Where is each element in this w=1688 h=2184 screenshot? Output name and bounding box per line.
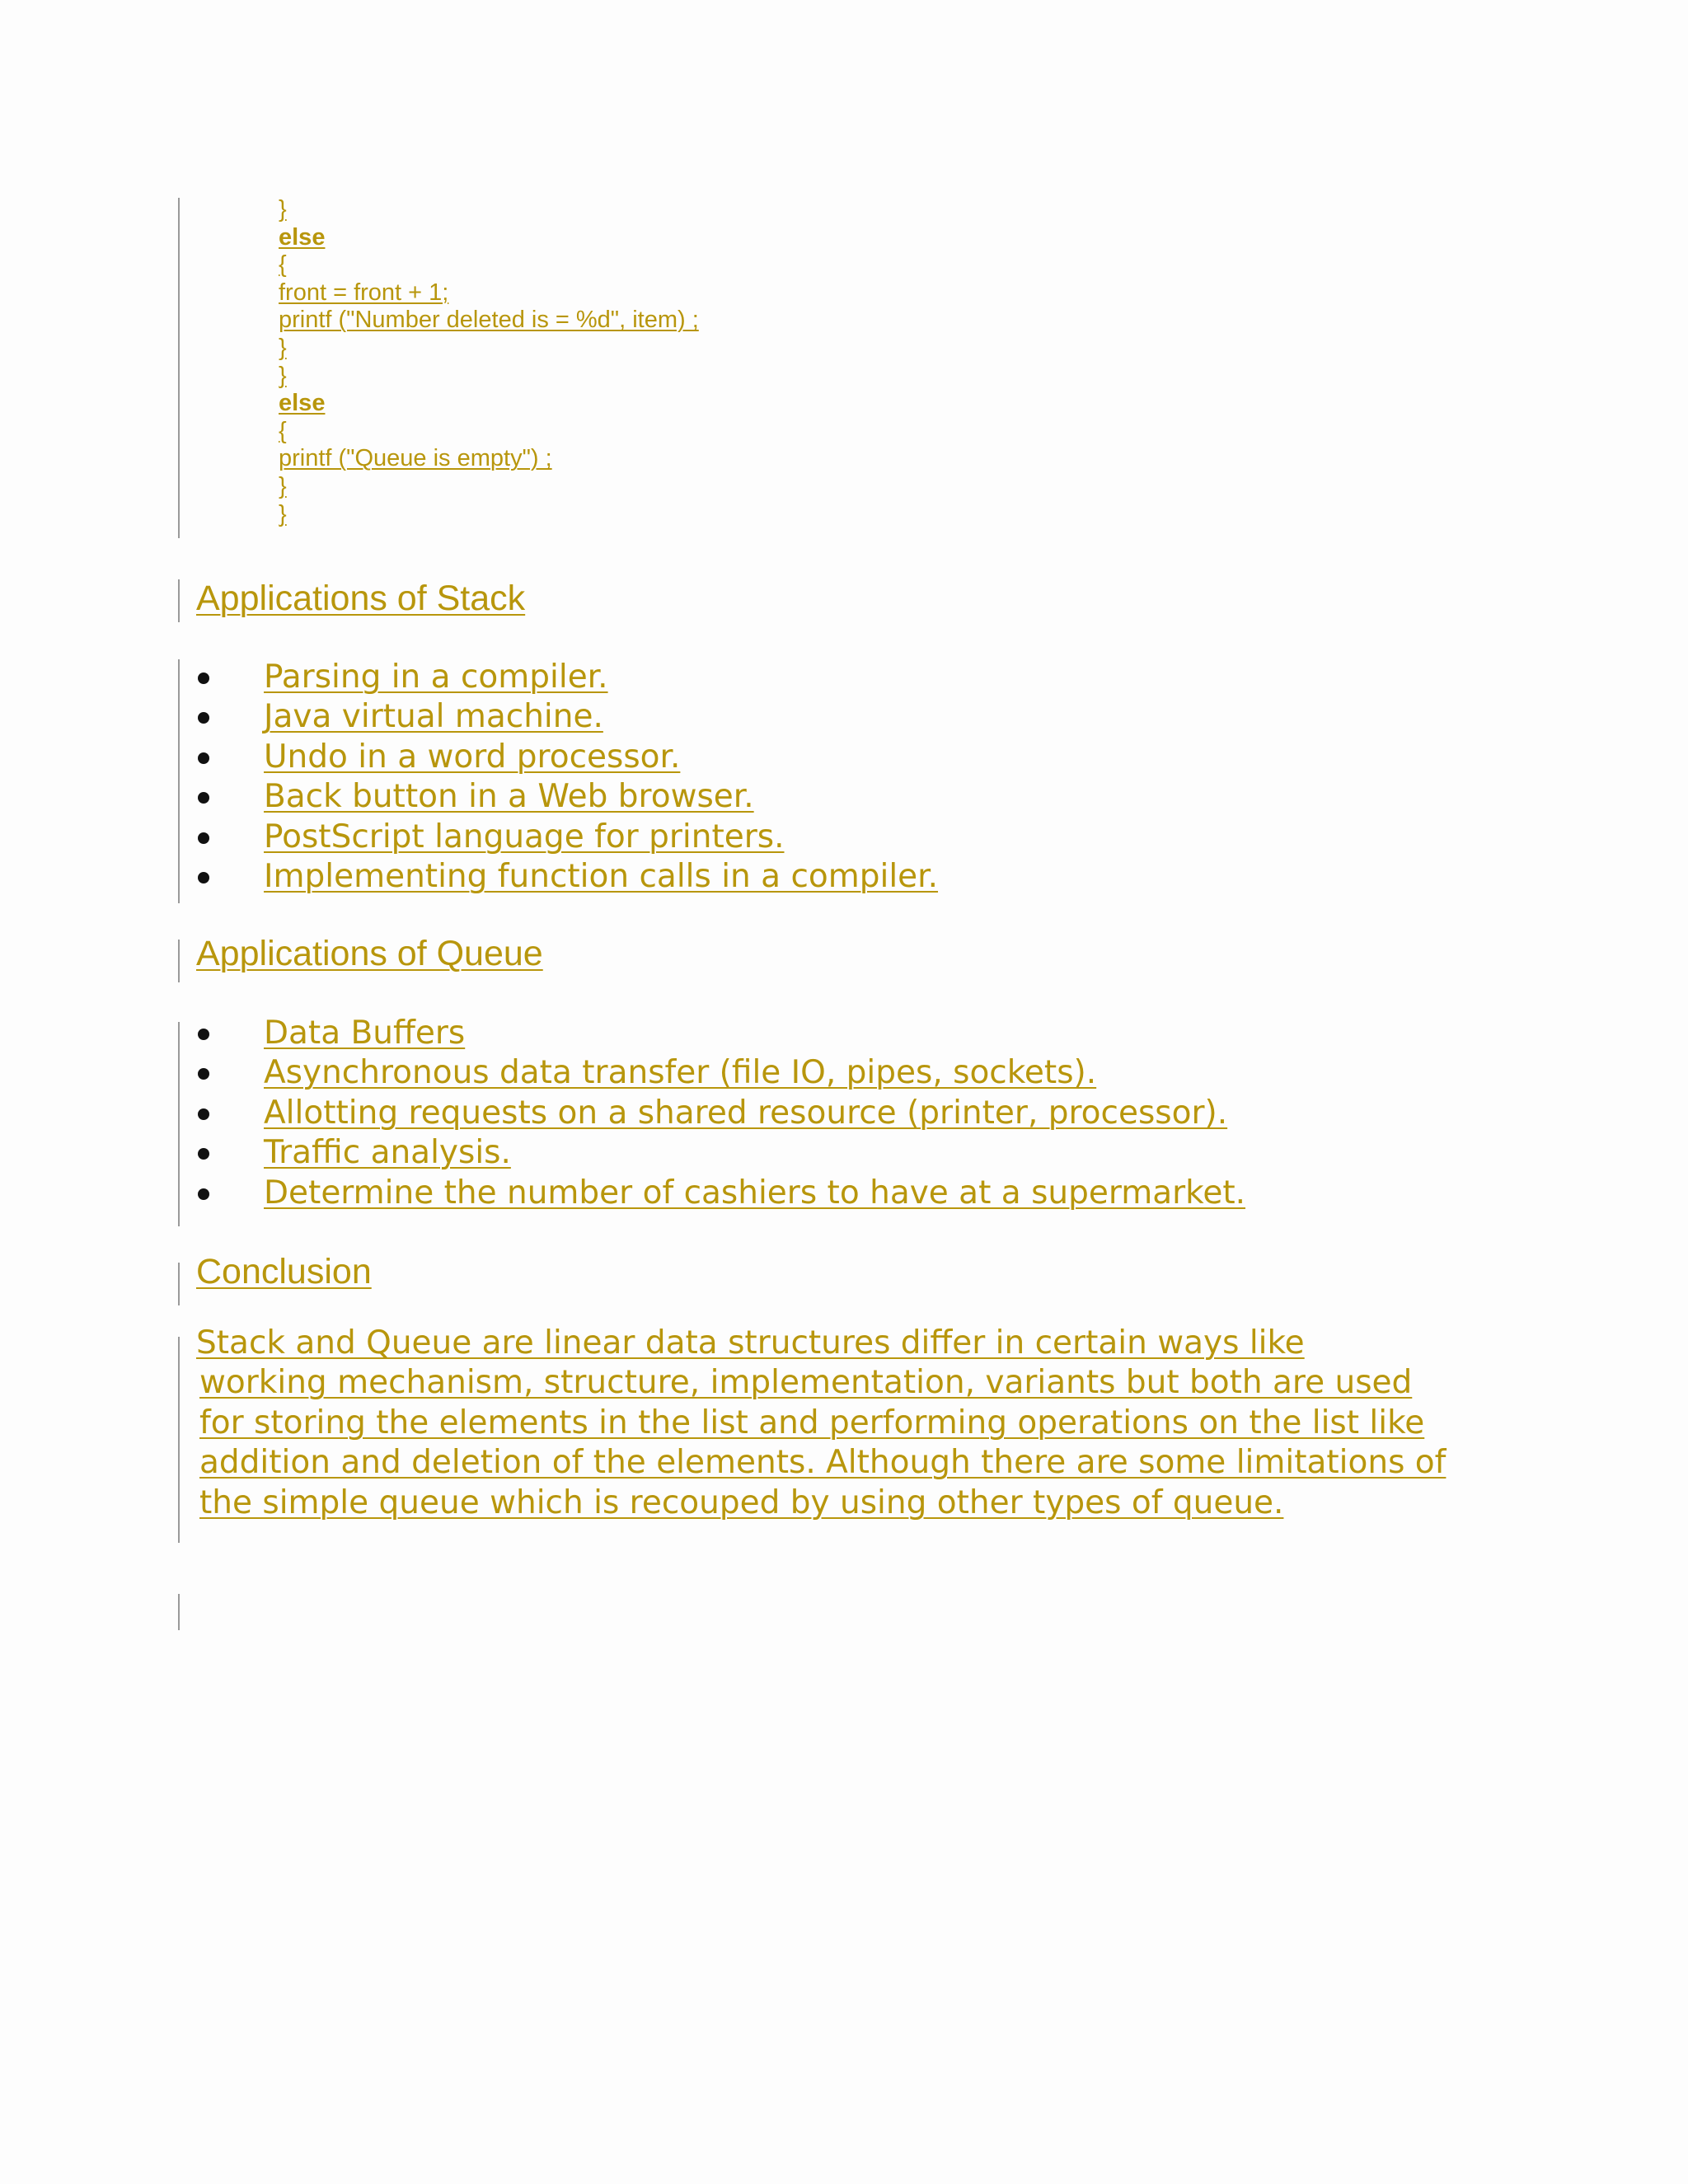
- paragraph-line[interactable]: the simple queue which is recouped by using other types of queue.: [199, 1483, 1284, 1521]
- queue-applications-list: [196, 1014, 1245, 1213]
- list-item-link[interactable]: Java virtual machine.: [264, 698, 603, 736]
- list-item-link[interactable]: Traffic analysis.: [264, 1134, 511, 1172]
- paragraph-line[interactable]: addition and deletion of the elements. Although there are some limitations of: [199, 1444, 1447, 1482]
- code-line: printf ("Number deleted is = %d", item) ;: [279, 307, 699, 334]
- code-line: {: [279, 417, 287, 444]
- list-item: [196, 738, 938, 777]
- list-item: [196, 1133, 1245, 1173]
- list-item: [196, 1094, 1245, 1133]
- bullet-icon: [198, 1108, 209, 1120]
- list-item: [196, 658, 938, 697]
- list-item: [196, 1014, 1245, 1053]
- code-line: {: [279, 251, 287, 279]
- list-item: [196, 818, 938, 857]
- list-item: [196, 697, 938, 737]
- list-item-link[interactable]: Determine the number of cashiers to have at a supermarket.: [264, 1174, 1246, 1212]
- conclusion-paragraph: [196, 1324, 1515, 1523]
- code-line-keyword: else: [279, 223, 326, 251]
- bullet-icon: [198, 1188, 209, 1200]
- paragraph-line[interactable]: working mechanism, structure, implementation, variants but both are used: [199, 1364, 1413, 1402]
- paragraph-line[interactable]: Stack and Queue are linear data structures differ in certain ways like: [196, 1324, 1305, 1361]
- margin-bar-queue-heading: [178, 940, 180, 982]
- bullet-icon: [198, 872, 209, 883]
- list-item: [196, 1174, 1245, 1213]
- conclusion-heading[interactable]: Conclusion: [196, 1252, 372, 1291]
- list-item: [196, 777, 938, 817]
- list-item: [196, 1053, 1245, 1093]
- list-item: [196, 857, 938, 897]
- margin-bar-conclusion-para: [178, 1337, 180, 1543]
- margin-bar-conclusion-heading: [178, 1263, 180, 1305]
- bullet-icon: [198, 1148, 209, 1160]
- code-line-keyword: else: [279, 390, 326, 417]
- list-item-link[interactable]: Back button in a Web browser.: [264, 778, 754, 816]
- margin-bar-code: [178, 198, 180, 538]
- list-item-link[interactable]: Data Buffers: [264, 1015, 466, 1052]
- bullet-icon: [198, 752, 209, 764]
- code-line: }: [279, 472, 287, 499]
- margin-bar-queue-list: [178, 1022, 180, 1226]
- stack-applications-list: [196, 658, 938, 897]
- margin-bar-stack-heading: [178, 579, 180, 622]
- bullet-icon: [198, 1029, 209, 1040]
- list-item-link[interactable]: Undo in a word processor.: [264, 738, 681, 776]
- bullet-icon: [198, 832, 209, 844]
- bullet-icon: [198, 792, 209, 804]
- code-line: }: [279, 362, 287, 389]
- list-item-link[interactable]: Parsing in a compiler.: [264, 658, 608, 696]
- queue-heading[interactable]: Applications of Queue: [196, 934, 543, 973]
- list-item-link[interactable]: Implementing function calls in a compiler.: [264, 858, 939, 896]
- list-item-link[interactable]: Asynchronous data transfer (file IO, pipes, sockets).: [264, 1054, 1097, 1092]
- code-line: front = front + 1;: [279, 279, 449, 306]
- list-item-link[interactable]: Allotting requests on a shared resource (printer, processor).: [264, 1094, 1228, 1132]
- margin-bar-empty-line: [178, 1594, 180, 1630]
- stack-heading[interactable]: Applications of Stack: [196, 579, 526, 618]
- bullet-icon: [198, 1068, 209, 1080]
- code-line: }: [279, 500, 287, 527]
- margin-bar-stack-list: [178, 659, 180, 903]
- code-line: printf ("Queue is empty") ;: [279, 445, 552, 472]
- bullet-icon: [198, 673, 209, 684]
- code-line: }: [279, 334, 287, 361]
- list-item-link[interactable]: PostScript language for printers.: [264, 818, 785, 855]
- code-line: }: [279, 196, 287, 223]
- code-snippet: [279, 196, 699, 528]
- bullet-icon: [198, 712, 209, 724]
- paragraph-line[interactable]: for storing the elements in the list and performing operations on the list like: [199, 1404, 1425, 1441]
